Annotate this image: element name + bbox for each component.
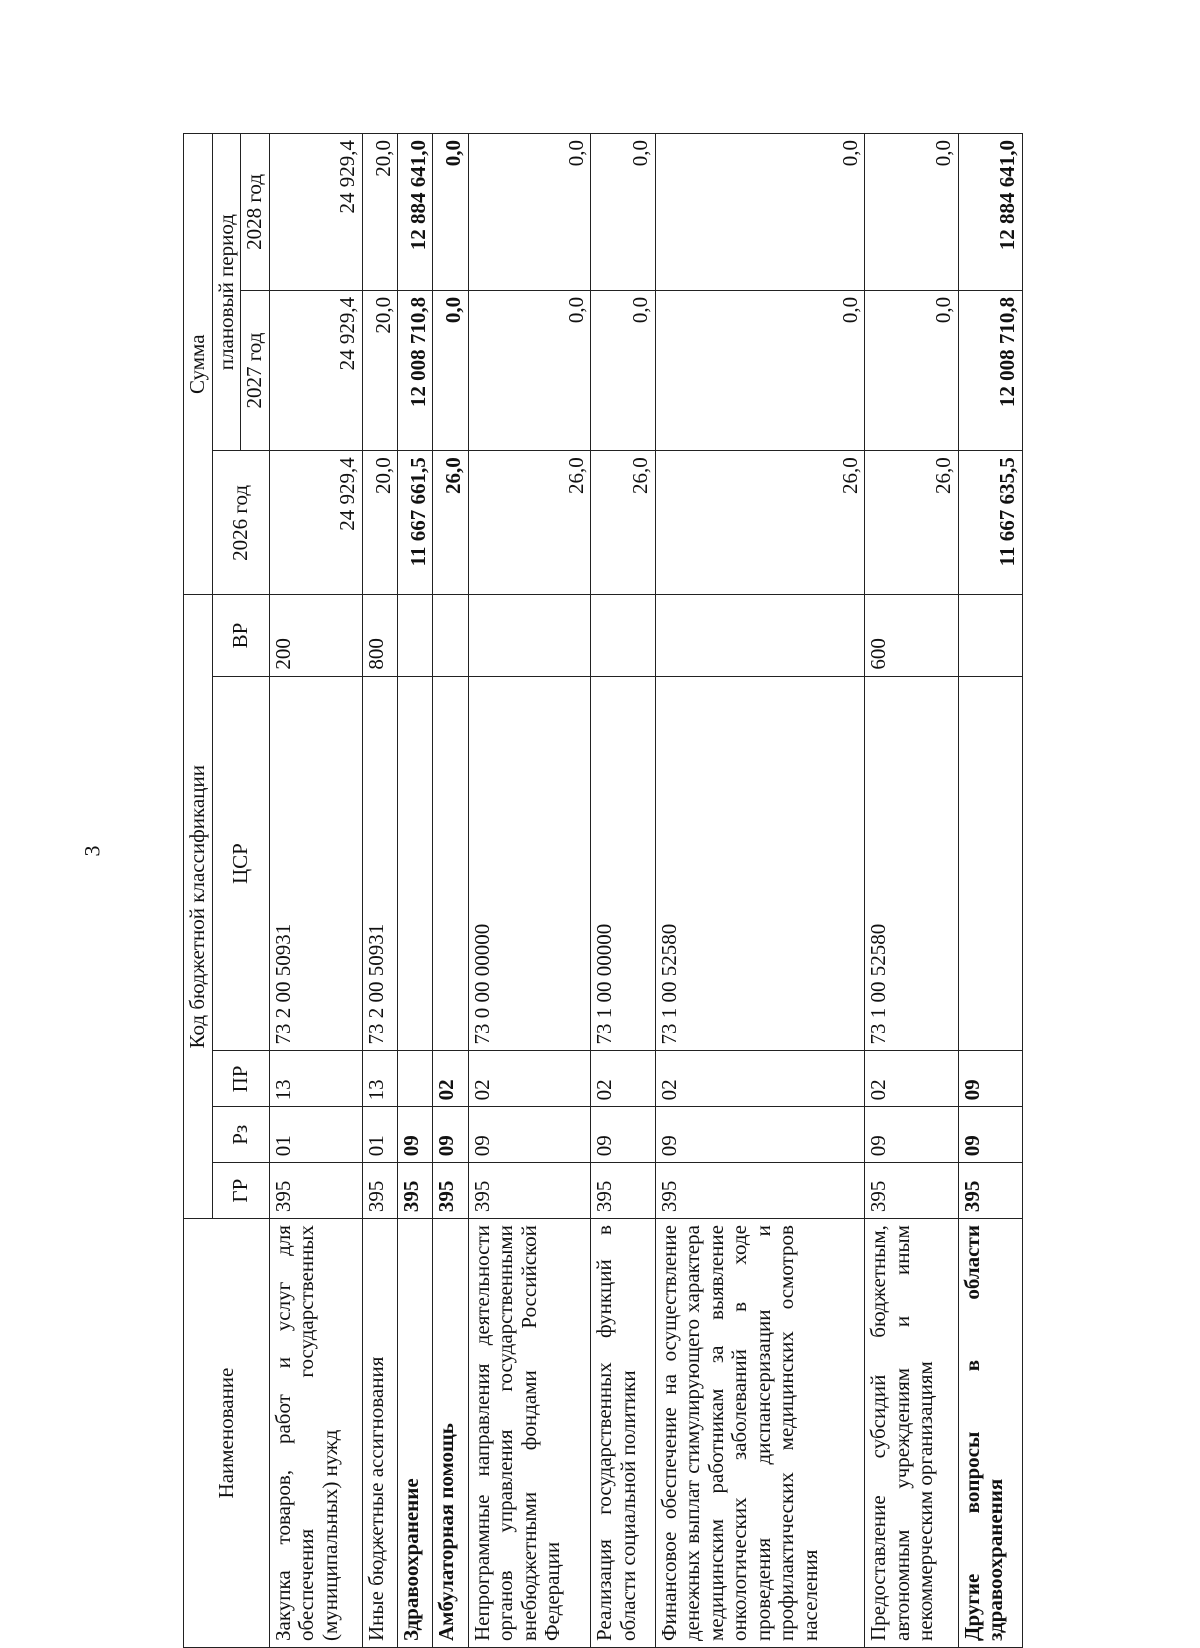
table-row xyxy=(362,134,397,1648)
table-row xyxy=(433,134,468,1648)
row-vr-cell xyxy=(591,595,655,676)
row-gr-cell: 395 xyxy=(269,1163,362,1219)
row-pr-cell: 13 xyxy=(362,1051,397,1107)
row-name-cell: Закупка товаров, работ и услуг для обеспечения государственных (муниципальных) нужд xyxy=(269,1219,362,1648)
row-vr-cell xyxy=(655,595,865,676)
row-vr-cell: 200 xyxy=(269,595,362,676)
row-2028-cell: 0,0 xyxy=(468,134,590,291)
row-rz-cell: 09 xyxy=(398,1107,433,1163)
row-pr-cell: 02 xyxy=(468,1051,590,1107)
table-row xyxy=(655,134,865,1648)
row-vr-cell xyxy=(433,595,468,676)
row-rz-cell: 09 xyxy=(865,1107,958,1163)
table-body xyxy=(269,134,1022,1648)
row-name-cell: Амбулаторная помощь xyxy=(433,1219,468,1648)
row-name-cell: Финансовое обеспечение на осуществление денежных выплат стимулирующего характера медицинским работникам за выявление онкологических заболеваний в ходе проведения диспансеризации и профилактических медицинских осмотров населения xyxy=(655,1219,865,1648)
row-gr-cell: 395 xyxy=(468,1163,590,1219)
row-2027-cell: 12 008 710,8 xyxy=(398,290,433,450)
budget-table-wrapper xyxy=(183,133,1023,1648)
row-2026-cell: 26,0 xyxy=(433,451,468,595)
header-rz: Рз xyxy=(212,1107,269,1163)
page-number: 3 xyxy=(79,845,105,857)
row-2028-cell: 0,0 xyxy=(655,134,865,291)
row-2028-cell: 20,0 xyxy=(362,134,397,291)
row-2026-cell: 11 667 635,5 xyxy=(958,451,1022,595)
row-gr-cell: 395 xyxy=(591,1163,655,1219)
row-vr-cell: 800 xyxy=(362,595,397,676)
header-year-2026: 2026 год xyxy=(212,451,269,595)
row-rz-cell: 01 xyxy=(269,1107,362,1163)
row-csr-cell xyxy=(958,676,1022,1051)
header-gr: ГР xyxy=(212,1163,269,1219)
row-vr-cell xyxy=(468,595,590,676)
row-csr-cell: 73 0 00 00000 xyxy=(468,676,590,1051)
row-vr-cell: 600 xyxy=(865,595,958,676)
row-2027-cell: 0,0 xyxy=(655,290,865,450)
row-2027-cell: 20,0 xyxy=(362,290,397,450)
row-rz-cell: 09 xyxy=(591,1107,655,1163)
row-2026-cell: 26,0 xyxy=(591,451,655,595)
row-pr-cell: 02 xyxy=(591,1051,655,1107)
row-name-cell: Непрограммные направления деятельности органов управления государственными внебюджетными фондами Российской Федерации xyxy=(468,1219,590,1648)
header-sum-group: Сумма xyxy=(184,134,213,595)
row-2027-cell: 0,0 xyxy=(433,290,468,450)
row-csr-cell: 73 1 00 52580 xyxy=(865,676,958,1051)
row-pr-cell xyxy=(398,1051,433,1107)
row-2028-cell: 12 884 641,0 xyxy=(958,134,1022,291)
row-2027-cell: 0,0 xyxy=(591,290,655,450)
header-code-group: Код бюджетной классификации xyxy=(184,595,213,1219)
row-2026-cell: 26,0 xyxy=(865,451,958,595)
row-2028-cell: 12 884 641,0 xyxy=(398,134,433,291)
row-csr-cell: 73 2 00 50931 xyxy=(269,676,362,1051)
row-rz-cell: 01 xyxy=(362,1107,397,1163)
table-row xyxy=(269,134,362,1648)
row-2028-cell: 0,0 xyxy=(433,134,468,291)
row-2028-cell: 0,0 xyxy=(591,134,655,291)
header-planned-period: плановый период xyxy=(212,134,241,451)
table-row xyxy=(865,134,958,1648)
row-pr-cell: 09 xyxy=(958,1051,1022,1107)
row-gr-cell: 395 xyxy=(865,1163,958,1219)
table-row xyxy=(468,134,590,1648)
header-name: Наименование xyxy=(184,1219,270,1648)
header-vr: ВР xyxy=(212,595,269,676)
row-2027-cell: 0,0 xyxy=(865,290,958,450)
row-vr-cell xyxy=(958,595,1022,676)
row-gr-cell: 395 xyxy=(398,1163,433,1219)
row-pr-cell: 02 xyxy=(433,1051,468,1107)
row-csr-cell xyxy=(433,676,468,1051)
row-gr-cell: 395 xyxy=(362,1163,397,1219)
table-row xyxy=(958,134,1022,1648)
row-2026-cell: 26,0 xyxy=(655,451,865,595)
row-gr-cell: 395 xyxy=(433,1163,468,1219)
row-pr-cell: 02 xyxy=(655,1051,865,1107)
row-name-cell: Здравоохранение xyxy=(398,1219,433,1648)
row-name-cell: Иные бюджетные ассигнования xyxy=(362,1219,397,1648)
row-rz-cell: 09 xyxy=(958,1107,1022,1163)
budget-table xyxy=(183,133,1023,1648)
header-year-2028: 2028 год xyxy=(241,134,270,291)
row-csr-cell: 73 1 00 52580 xyxy=(655,676,865,1051)
row-name-cell: Другие вопросы в области здравоохранения xyxy=(958,1219,1022,1648)
row-2026-cell: 20,0 xyxy=(362,451,397,595)
row-2026-cell: 26,0 xyxy=(468,451,590,595)
table-row xyxy=(591,134,655,1648)
row-2028-cell: 24 929,4 xyxy=(269,134,362,291)
row-pr-cell: 02 xyxy=(865,1051,958,1107)
row-csr-cell: 73 1 00 00000 xyxy=(591,676,655,1051)
row-2028-cell: 0,0 xyxy=(865,134,958,291)
row-csr-cell xyxy=(398,676,433,1051)
header-year-2027: 2027 год xyxy=(241,290,270,450)
table-header xyxy=(184,134,270,1648)
row-2027-cell: 24 929,4 xyxy=(269,290,362,450)
row-2027-cell: 0,0 xyxy=(468,290,590,450)
row-name-cell: Предоставление субсидий бюджетным, автономным учреждениям и иным некоммерческим организациям xyxy=(865,1219,958,1648)
row-name-cell: Реализация государственных функций в области социальной политики xyxy=(591,1219,655,1648)
row-2026-cell: 11 667 661,5 xyxy=(398,451,433,595)
row-rz-cell: 09 xyxy=(433,1107,468,1163)
row-csr-cell: 73 2 00 50931 xyxy=(362,676,397,1051)
row-pr-cell: 13 xyxy=(269,1051,362,1107)
header-csr: ЦСР xyxy=(212,676,269,1051)
row-gr-cell: 395 xyxy=(655,1163,865,1219)
row-rz-cell: 09 xyxy=(655,1107,865,1163)
row-gr-cell: 395 xyxy=(958,1163,1022,1219)
row-2026-cell: 24 929,4 xyxy=(269,451,362,595)
table-row xyxy=(398,134,433,1648)
header-pr: ПР xyxy=(212,1051,269,1107)
row-vr-cell xyxy=(398,595,433,676)
row-rz-cell: 09 xyxy=(468,1107,590,1163)
row-2027-cell: 12 008 710,8 xyxy=(958,290,1022,450)
